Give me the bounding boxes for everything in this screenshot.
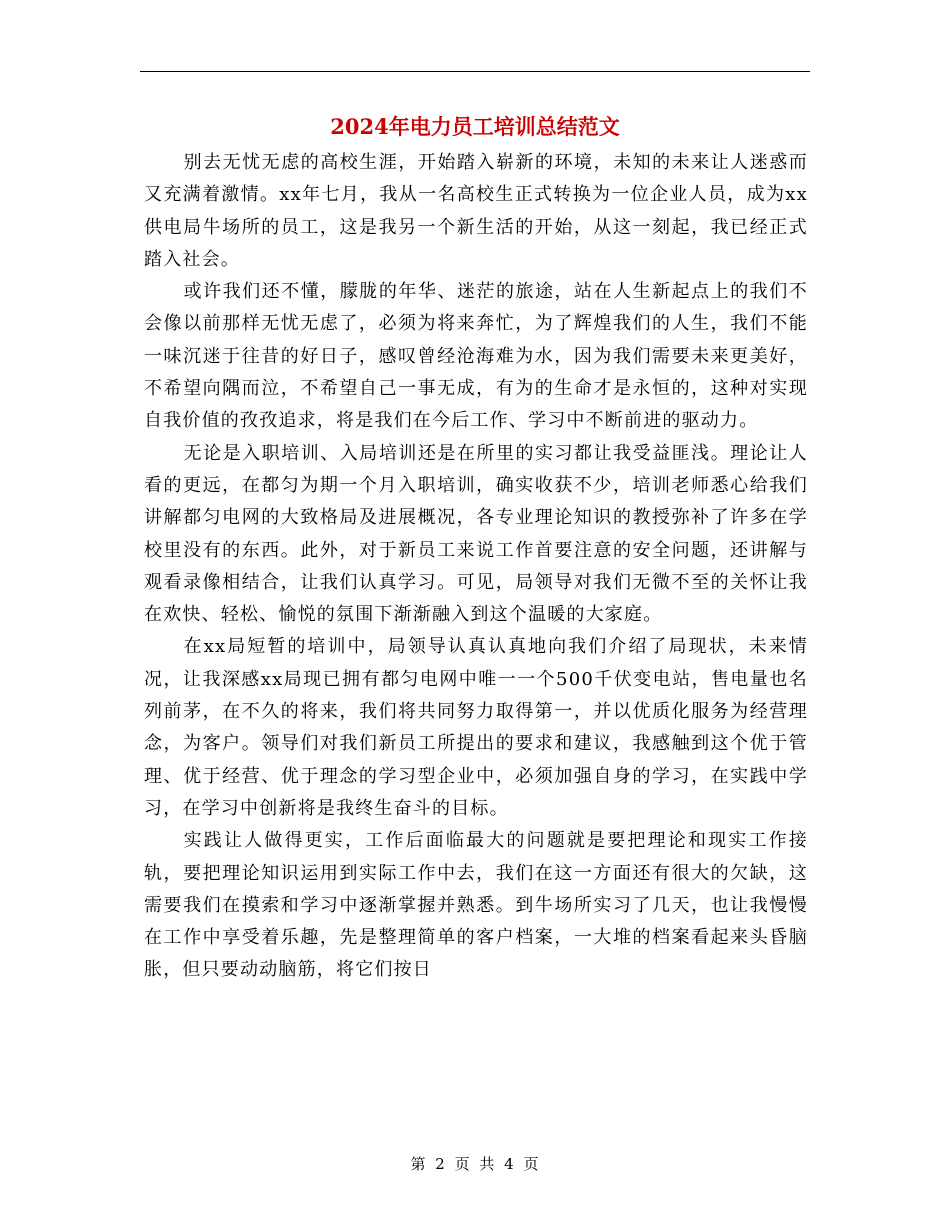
page-number-footer: 第 2 页 共 4 页 — [410, 1155, 540, 1173]
document-title: 2024年电力员工培训总结范文 — [330, 114, 620, 139]
paragraph: 或许我们还不懂，朦胧的年华、迷茫的旅途，站在人生新起点上的我们不会像以前那样无忧无虑了，必须为将来奔忙，为了辉煌我们的人生，我们不能一味沉迷于往昔的好日子，感叹曾经沧海难为水，因为我们需要未来更美好，不希望向隅而泣，不希望自己一事无成，有为的生命才是永恒的，这种对实现自我价值的孜孜追求，将是我们在今后工作、学习中不断前进的驱动力。 — [144, 281, 808, 432]
paragraph: 别去无忧无虑的高校生涯，开始踏入崭新的环境，未知的未来让人迷惑而又充满着激情。xx年七月，我从一名高校生正式转换为一位企业人员，成为xx供电局牛场所的员工，这是我另一个新生活的开始，从这一刻起，我已经正式踏入社会。 — [144, 152, 808, 270]
paragraph: 在xx局短暂的培训中，局领导认真认真地向我们介绍了局现状，未来情况，让我深感xx局现已拥有都匀电网中唯一一个500千伏变电站，售电量也名列前茅，在不久的将来，我们将共同努力取得第一，并以优质化服务为经营理念，为客户。领导们对我们新员工所提出的要求和建议，我感触到这个优于管理、优于经营、优于理念的学习型企业中，必须加强自身的学习，在实践中学习，在学习中创新将是我终生奋斗的目标。 — [144, 636, 808, 819]
paragraph: 无论是入职培训、入局培训还是在所里的实习都让我受益匪浅。理论让人看的更远，在都匀为期一个月入职培训，确实收获不少，培训老师悉心给我们讲解都匀电网的大致格局及进展概况，各专业理论知识的教授弥补了许多在学校里没有的东西。此外，对于新员工来说工作首要注意的安全问题，还讲解与观看录像相结合，让我们认真学习。可见，局领导对我们无微不至的关怀让我在欢快、轻松、愉悦的氛围下渐渐融入到这个温暖的大家庭。 — [144, 442, 808, 626]
header-rule — [140, 71, 810, 72]
document-body — [144, 147, 808, 987]
paragraph: 实践让人做得更实，工作后面临最大的问题就是要把理论和现实工作接轨，要把理论知识运用到实际工作中去，我们在这一方面还有很大的欠缺，这需要我们在摸索和学习中逐渐掌握并熟悉。到牛场所实习了几天，也让我慢慢在工作中享受着乐趣，先是整理简单的客户档案，一大堆的档案看起来头昏脑胀，但只要动动脑筋，将它们按日 — [144, 830, 808, 981]
